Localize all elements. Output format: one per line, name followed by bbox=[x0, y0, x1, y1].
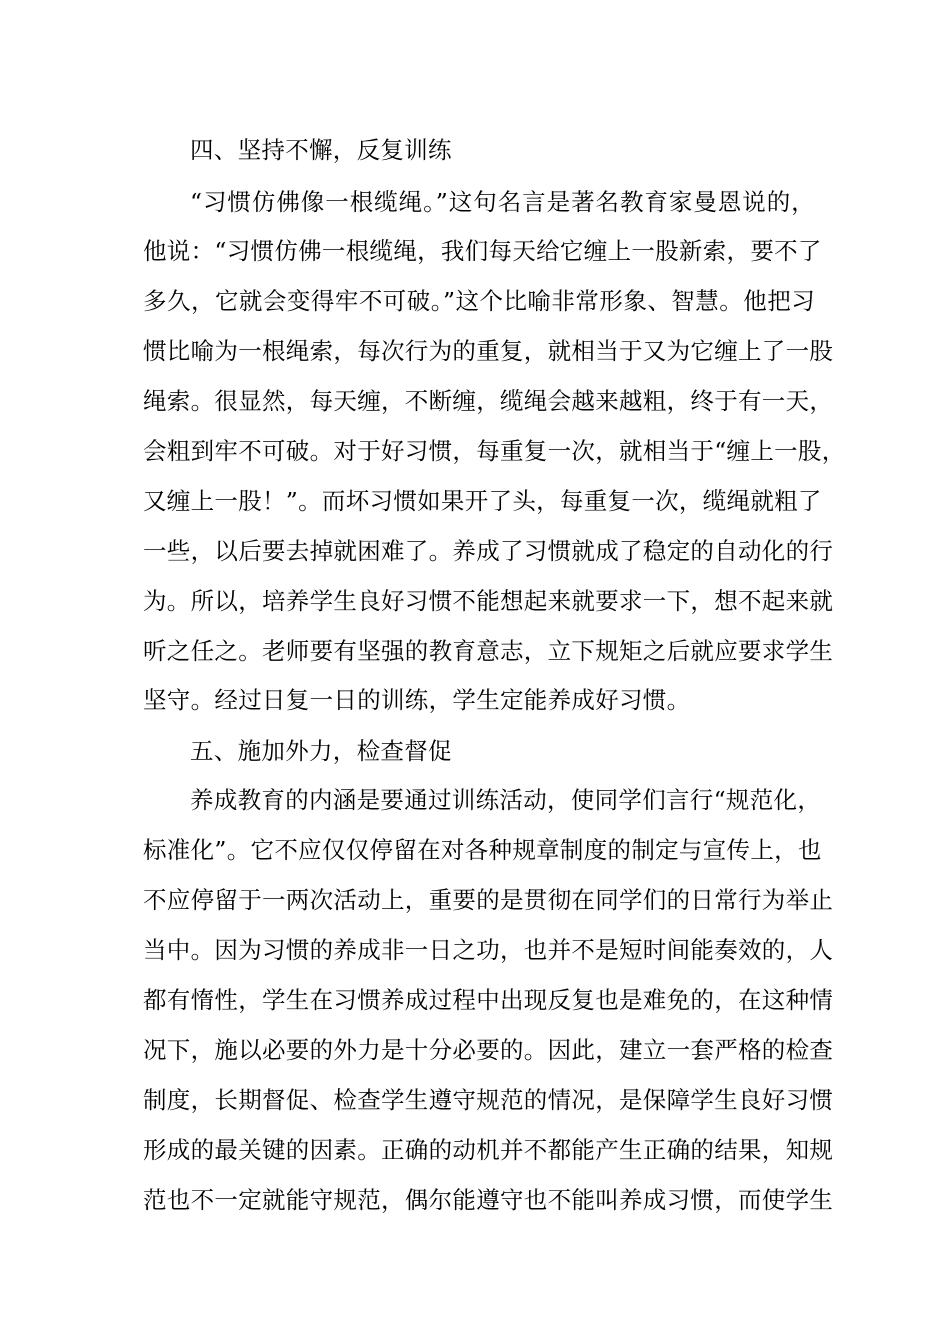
paragraph-line: 况下，施以必要的外力是十分必要的。因此，建立一套严格的检查 bbox=[143, 1036, 834, 1064]
paragraph-line: 当中。因为习惯的养成非一日之功，也并不是短时间能奏效的，人 bbox=[143, 936, 834, 964]
paragraph-line: 听之任之。老师要有坚强的教育意志，立下规矩之后就应要求学生 bbox=[143, 637, 834, 665]
paragraph-line: 形成的最关键的因素。正确的动机并不都能产生正确的结果，知规 bbox=[143, 1136, 834, 1164]
paragraph-line: 惯比喻为一根绳索，每次行为的重复，就相当于又为它缠上了一股 bbox=[143, 337, 834, 365]
paragraph-line: 他说：“习惯仿佛一根缆绳，我们每天给它缠上一股新索，要不了 bbox=[143, 237, 822, 265]
paragraph-line: 都有惰性，学生在习惯养成过程中出现反复也是难免的，在这种情 bbox=[143, 986, 834, 1014]
paragraph-line: 绳索。很显然，每天缠，不断缠，缆绳会越来越粗，终于有一天， bbox=[143, 387, 834, 415]
paragraph-line: 制度，长期督促、检查学生遵守规范的情况，是保障学生良好习惯 bbox=[143, 1086, 834, 1114]
paragraph-line: 养成教育的内涵是要通过训练活动，使同学们言行“规范化， bbox=[190, 786, 822, 814]
paragraph-line: 为。所以，培养学生良好习惯不能想起来就要求一下，想不起来就 bbox=[143, 587, 834, 615]
paragraph-line: 一些，以后要去掉就困难了。养成了习惯就成了稳定的自动化的行 bbox=[143, 537, 834, 565]
paragraph-line: 会粗到牢不可破。对于好习惯，每重复一次，就相当于“缠上一股， bbox=[143, 437, 846, 465]
paragraph-line: 不应停留于一两次活动上，重要的是贯彻在同学们的日常行为举止 bbox=[143, 886, 834, 914]
section-heading: 五、施加外力，检查督促 bbox=[190, 737, 452, 765]
paragraph-line: 标准化”。它不应仅仅停留在对各种规章制度的制定与宣传上，也 bbox=[143, 836, 822, 864]
paragraph-line: “习惯仿佛像一根缆绳。”这句名言是著名教育家曼恩说的， bbox=[190, 188, 815, 216]
paragraph-line: 坚守。经过日复一日的训练，学生定能养成好习惯。 bbox=[143, 686, 691, 714]
paragraph-line: 范也不一定就能守规范，偶尔能遵守也不能叫养成习惯，而使学生 bbox=[143, 1186, 834, 1214]
paragraph-line: 又缠上一股！”。而坏习惯如果开了头，每重复一次，缆绳就粗了 bbox=[143, 487, 822, 515]
paragraph-line: 多久，它就会变得牢不可破。”这个比喻非常形象、智慧。他把习 bbox=[143, 287, 815, 315]
section-heading: 四、坚持不懈，反复训练 bbox=[190, 136, 452, 164]
